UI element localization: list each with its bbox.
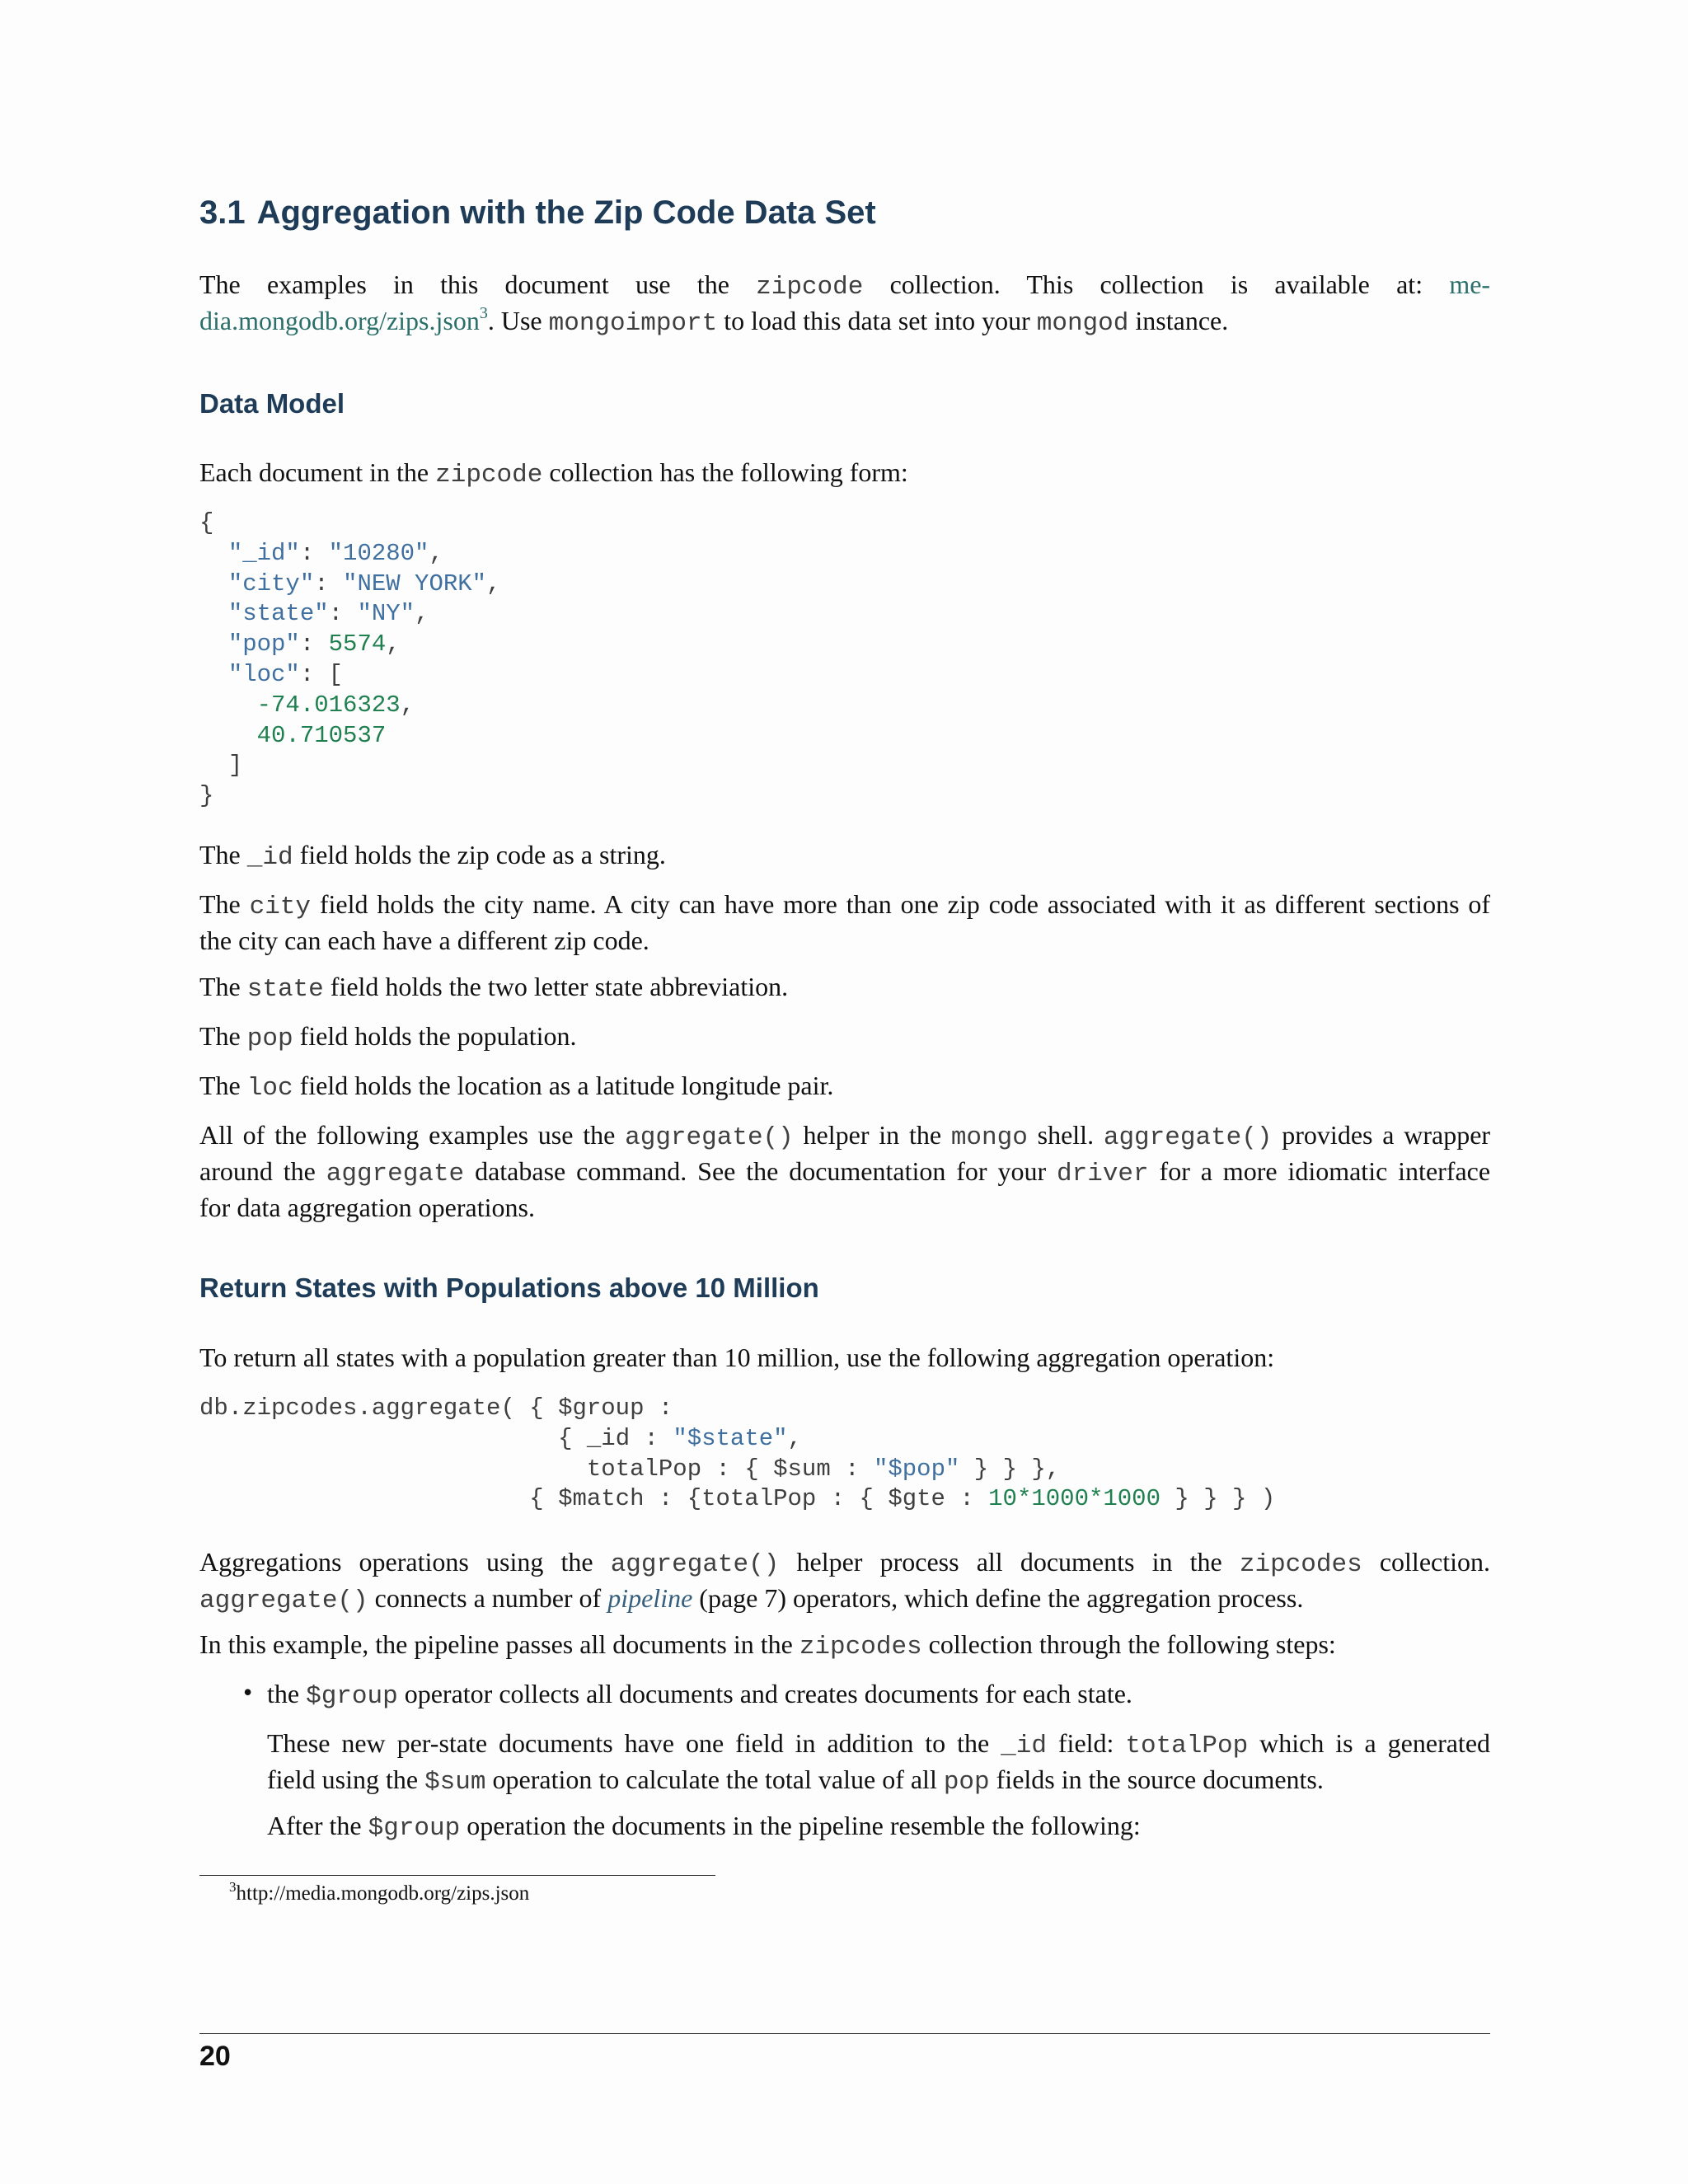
bullet-item: the $group operator collects all documents and creates documents for each state. [267,1679,1132,1711]
inline-code: mongod [1036,309,1129,338]
inline-code: zipcode [756,273,864,302]
footnote-url[interactable]: http://media.mongodb.org/zips.json [236,1882,530,1905]
return-states-lead: To return all states with a population greater than 10 million, use the following aggregation operation: [199,1343,1275,1372]
field-description: The loc field holds the location as a latitude longitude pair. [199,1071,834,1103]
json-code-block: { "_id": "10280", "city": "NEW YORK", "state": "NY", "pop": 5574, "loc": [ -74.016323, 40.710537 ] } [199,509,501,810]
subsection-heading-data-model: Data Model [199,388,345,419]
bullet-marker: • [243,1677,253,1707]
footnote-number: 3 [229,1879,237,1895]
section-heading [199,194,876,232]
inline-code: mongoimport [548,309,718,338]
section-title: Aggregation with the Zip Code Data Set [256,194,876,231]
pipeline-link[interactable]: pipeline [607,1583,693,1613]
field-description: The pop field holds the population. [199,1021,577,1053]
field-description: The _id field holds the zip code as a string. [199,840,666,872]
intro-paragraph: The examples in this document use the zipcode collection. This collection is available at: me- dia.mongodb.org/zips.json$^3$. Use mongoimport to load this data set into your mongod instance. [199,269,1491,338]
data-model-lead: Each document in the zipcode collection has the following form: [199,457,908,490]
footnote [229,1879,530,1905]
footnote-ref[interactable]: 3 [479,304,488,322]
subsection-heading-return-states: Return States with Populations above 10 Million [199,1272,819,1303]
aggregate-code-block: db.zipcodes.aggregate( { $group : { _id : "$state", totalPop : { $sum : "$pop" } } }, { $match : {totalPop : { $gte : 10*1000*1000 } } } ) [199,1394,1276,1513]
document-page [199,0,1490,2184]
inline-code: zipcode [435,461,543,490]
bullet-subparagraph: After the $group operation the documents in the pipeline resemble the following: [267,1811,1141,1843]
zips-link-part1[interactable]: me- [1449,269,1491,299]
page-number: 20 [199,2041,231,2072]
footer-divider [199,2033,1490,2034]
field-description: The city field holds the city name. A city can have more than one zip code associated with it as different sections of the city can each have a different zip code. [199,889,1491,955]
section-number: 3.1 [199,194,246,231]
zips-link-part2[interactable]: dia.mongodb.org/zips.json [199,306,480,335]
field-description: The state field holds the two letter state abbreviation. [199,972,789,1004]
aggregate-note-paragraph: All of the following examples use the aggregate() helper in the mongo shell. aggregate() provides a wrapper around the aggregate database command. See the documentation for your driver for a more idiomatic interface for data aggregation operations. [199,1120,1491,1222]
pipeline-paragraph: Aggregations operations using the aggregate() helper process all documents in the zipcodes collection. aggregate() connects a number of pipeline (page 7) operators, which define the aggregation process. [199,1547,1490,1615]
steps-paragraph: In this example, the pipeline passes all documents in the zipcodes collection through the following steps: [199,1629,1336,1661]
footnote-divider [199,1875,715,1876]
bullet-subparagraph: These new per-state documents have one field in addition to the _id field: totalPop which is a generated field using the $sum operation to calculate the total value of all pop fields in the source documents. [267,1728,1491,1797]
